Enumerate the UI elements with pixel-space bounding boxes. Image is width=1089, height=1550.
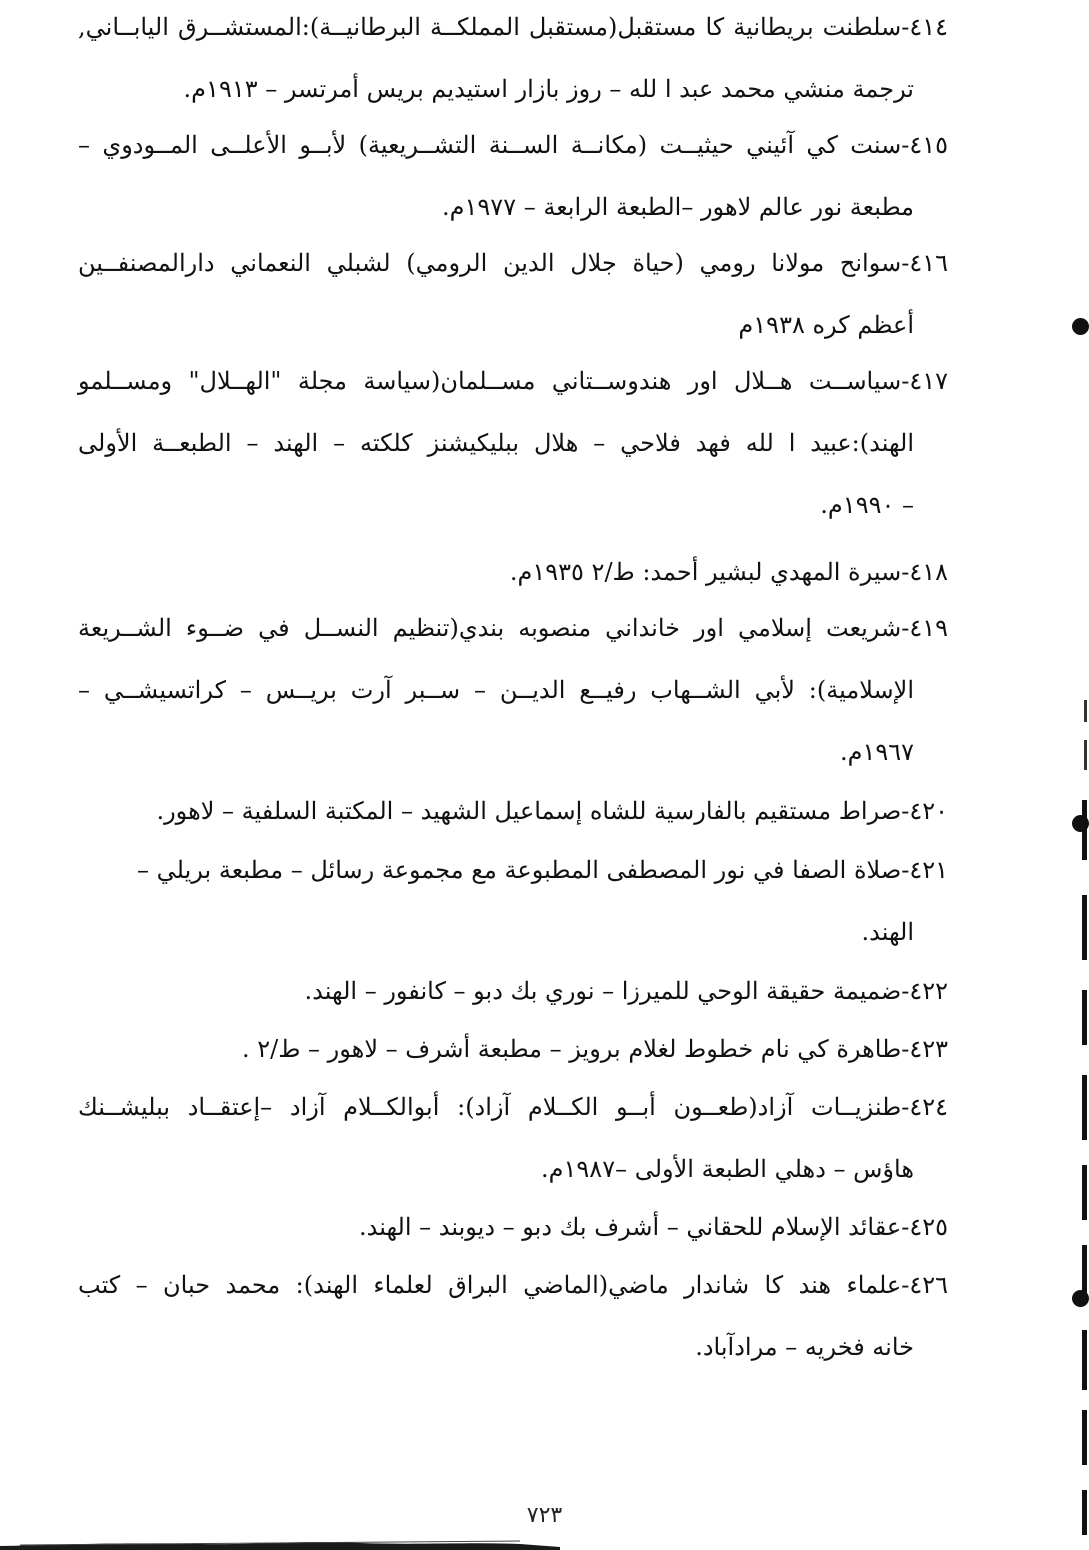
- entry-first-line: ٤٢١-صلاة الصفا في نور المصطفى المطبوعة مع مجموعة رسائل – مطبعة بريلي –: [137, 856, 948, 884]
- entry-continuation-line: الهند):عبيد ا لله فهد فلاحي – هلال ببليكيشنز كلكته – الهند – الطبعــة الأولى: [78, 429, 914, 457]
- entry-first-line: ٤١٦-سوانح مولانا رومي (حياة جلال الدين الرومي) لشبلي النعماني دارالمصنفــين: [78, 249, 948, 277]
- binding-mark: [1082, 1075, 1087, 1140]
- entry-first-line: ٤٢٢-ضميمة حقيقة الوحي للميرزا – نوري بك دبو – كانفور – الهند.: [304, 977, 948, 1005]
- entry-first-line: ٤١٩-شريعت إسلامي اور خانداني منصوبه بندي(تنظيم النســل في ضــوء الشــريعة: [78, 614, 948, 642]
- binding-mark: [1082, 800, 1087, 860]
- entry-first-line: ٤١٤-سلطنت بريطانية كا مستقبل(مستقبل المملكــة البرطانيــة):المستشــرق اليابــاني,: [78, 13, 948, 41]
- binding-mark: [1082, 895, 1087, 960]
- entry-first-line: ٤١٨-سيرة المهدي لبشير أحمد: ط/٢ ١٩٣٥م.: [509, 558, 948, 586]
- entry-first-line: ٤٢٠-صراط مستقيم بالفارسية للشاه إسماعيل الشهيد – المكتبة السلفية – لاهور.: [156, 797, 948, 825]
- binding-mark: [1084, 700, 1087, 722]
- entry-continuation-line: خانه فخريه – مرادآباد.: [695, 1333, 914, 1361]
- binding-mark: [1082, 990, 1087, 1045]
- entry-continuation-line: الإسلامية): لأبي الشــهاب رفيــع الديــن – ســبر آرت بريــس – كراتسيشــي –: [78, 676, 914, 704]
- entry-continuation-line: هاؤس – دهلي الطبعة الأولى –١٩٨٧م.: [541, 1155, 914, 1183]
- binding-mark: [1082, 1165, 1087, 1220]
- binding-mark: [1082, 1245, 1087, 1295]
- entry-first-line: ٤١٧-سياســت هــلال اور هندوســتاني مســلمان(سياسة مجلة "الهــلال" ومســلمو: [78, 367, 948, 395]
- binding-mark: [1082, 1410, 1087, 1465]
- entry-continuation-line: ١٩٦٧م.: [839, 738, 914, 766]
- entry-first-line: ٤٢٤-طنزيــات آزاد(طعــون أبــو الكــلام آزاد): أبوالكــلام آزاد –إعتقــاد ببليشــنك: [78, 1093, 948, 1121]
- entry-first-line: ٤١٥-سنت كي آئيني حيثيــت (مكانــة الســنة التشــريعية) لأبــو الأعلــى المــودوي –: [78, 131, 948, 159]
- binding-mark: [1082, 1330, 1087, 1390]
- entry-continuation-line: ترجمة منشي محمد عبد ا لله – روز بازار استيديم بريس أمرتسر – ١٩١٣م.: [183, 75, 914, 103]
- entry-first-line: ٤٢٥-عقائد الإسلام للحقاني – أشرف بك دبو – ديوبند – الهند.: [358, 1213, 948, 1241]
- entry-continuation-line: – ١٩٩٠م.: [820, 491, 914, 519]
- binding-mark: [1084, 740, 1087, 770]
- entry-first-line: ٤٢٦-علماء هند كا شاندار ماضي(الماضي البراق لعلماء الهند): محمد حبان – كتب: [78, 1271, 948, 1299]
- entry-continuation-line: الهند.: [861, 918, 914, 946]
- punch-hole: [1072, 318, 1089, 335]
- entry-continuation-line: مطبعة نور عالم لاهور –الطبعة الرابعة – ١٩٧٧م.: [442, 193, 914, 221]
- entry-first-line: ٤٢٣-طاهرة كي نام خطوط لغلام برويز – مطبعة أشرف – لاهور – ط/٢ .: [241, 1035, 948, 1063]
- page-number: ٧٢٣: [526, 1503, 563, 1528]
- scan-edge-shadow: [0, 1536, 560, 1550]
- binding-mark: [1082, 1490, 1087, 1535]
- entry-continuation-line: أعظم كره ١٩٣٨م: [738, 311, 914, 339]
